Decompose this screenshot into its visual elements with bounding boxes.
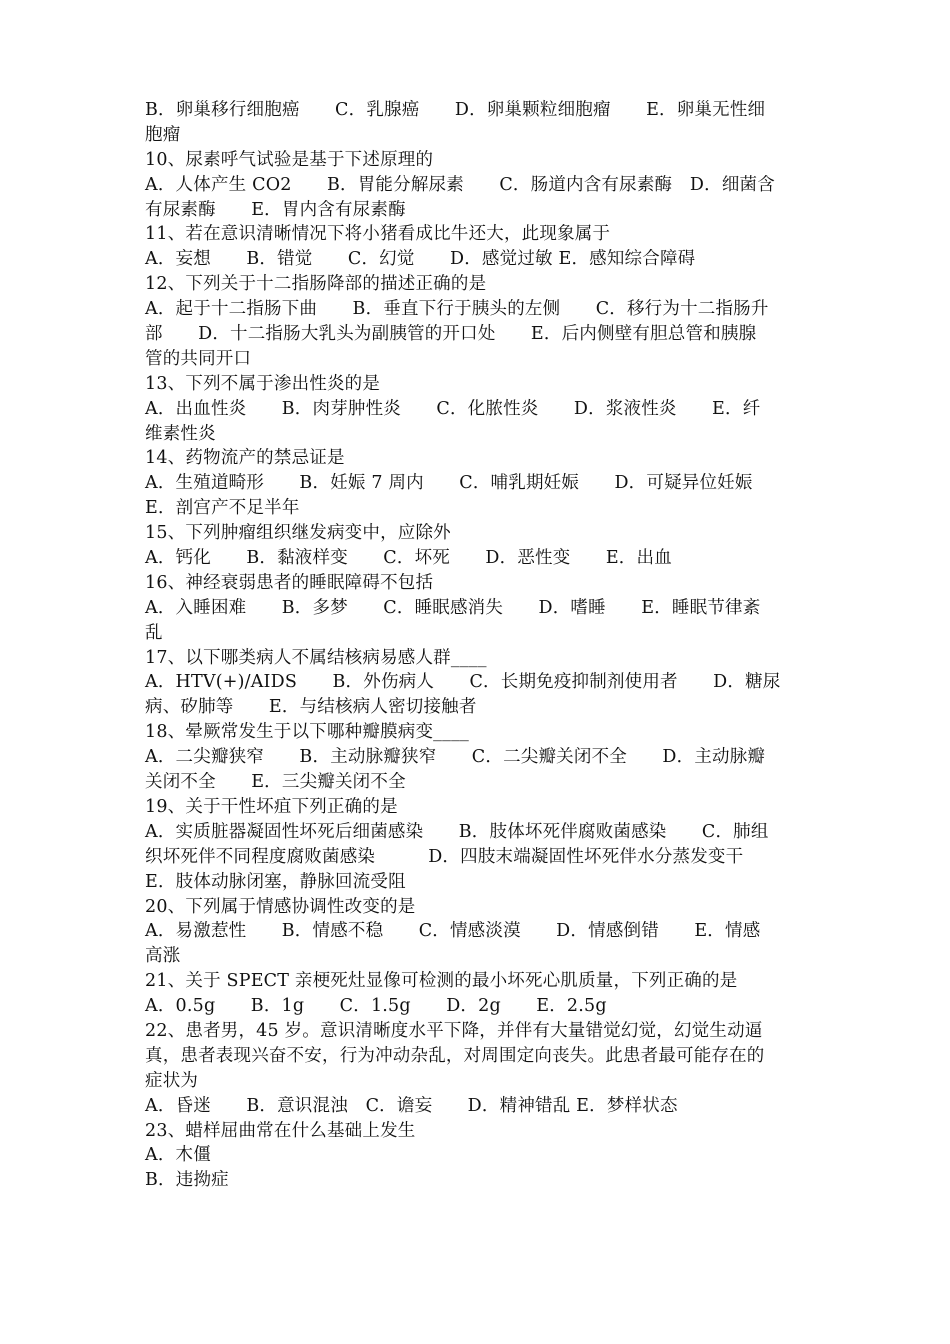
text-line: 管的共同开口 bbox=[145, 348, 252, 369]
text-line: B．卵巢移行细胞癌 C．乳腺癌 D．卵巢颗粒细胞瘤 E．卵巢无性细 bbox=[145, 100, 766, 120]
text-line: E．肢体动脉闭塞，静脉回流受阻 bbox=[145, 871, 406, 892]
text-line: 部 D．十二指肠大乳头为副胰管的开口处 E．后内侧壁有胆总管和胰腺 bbox=[145, 324, 757, 345]
text-line: 织坏死伴不同程度腐败菌感染 D．四肢末端凝固性坏死伴水分蒸发变干 bbox=[145, 846, 744, 867]
text-line: A．妄想 B．错觉 C．幻觉 D．感觉过敏 E．感知综合障碍 bbox=[145, 249, 696, 270]
text-line: 23、蜡样屈曲常在什么基础上发生 bbox=[145, 1120, 416, 1141]
text-line: 18、晕厥常发生于以下哪种瓣膜病变____ bbox=[145, 722, 469, 743]
text-line: A．起于十二指肠下曲 B．垂直下行于胰头的左侧 C．移行为十二指肠升 bbox=[145, 299, 769, 320]
text-line: 22、患者男，45 岁。意识清晰度水平下降，并伴有大量错觉幻觉，幻觉生动逼 bbox=[145, 1020, 763, 1041]
document-text bbox=[145, 98, 810, 1193]
text-line: 真，患者表现兴奋不安，行为冲动杂乱，对周围定向丧失。此患者最可能存在的 bbox=[145, 1045, 765, 1066]
text-line: 关闭不全 E．三尖瓣关闭不全 bbox=[145, 772, 406, 793]
text-line: A．生殖道畸形 B．妊娠 7 周内 C．哺乳期妊娠 D．可疑异位妊娠 bbox=[145, 473, 753, 494]
text-line: 19、关于干性坏疽下列正确的是 bbox=[145, 796, 398, 817]
text-line: A．HTV(+)/AIDS B．外伤病人 C．长期免疫抑制剂使用者 D．糖尿 bbox=[145, 672, 781, 693]
text-line: 有尿素酶 E．胃内含有尿素酶 bbox=[145, 199, 406, 220]
text-line: 症状为 bbox=[145, 1070, 199, 1091]
text-line: 维素性炎 bbox=[145, 423, 216, 444]
text-line: 病、矽肺等 E．与结核病人密切接触者 bbox=[145, 697, 477, 718]
text-line: 13、下列不属于渗出性炎的是 bbox=[145, 373, 381, 394]
text-line: A．人体产生 CO2 B．胃能分解尿素 C．肠道内含有尿素酶 D．细菌含 bbox=[145, 174, 775, 195]
text-line: 10、尿素呼气试验是基于下述原理的 bbox=[145, 149, 434, 170]
text-line: A．昏迷 B．意识混浊 C．谵妄 D．精神错乱 E．梦样状态 bbox=[145, 1095, 678, 1116]
text-line: 21、关于 SPECT 亲梗死灶显像可检测的最小坏死心肌质量，下列正确的是 bbox=[145, 971, 738, 992]
text-line: 乱 bbox=[145, 622, 163, 643]
text-line: A．实质脏器凝固性坏死后细菌感染 B．肢体坏死伴腐败菌感染 C．肺组 bbox=[145, 821, 769, 842]
text-line: A．入睡困难 B．多梦 C．睡眠感消失 D．嗜睡 E．睡眠节律紊 bbox=[145, 597, 761, 618]
text-line: 16、神经衰弱患者的睡眠障碍不包括 bbox=[145, 572, 434, 593]
text-line: B．违拗症 bbox=[145, 1170, 229, 1191]
text-line: 14、药物流产的禁忌证是 bbox=[145, 448, 345, 469]
text-line: A．木僵 bbox=[145, 1145, 211, 1166]
text-line: 胞瘤 bbox=[145, 124, 181, 145]
text-line: 11、若在意识清晰情况下将小猪看成比牛还大，此现象属于 bbox=[145, 224, 611, 245]
text-line: A．出血性炎 B．肉芽肿性炎 C．化脓性炎 D．浆液性炎 E．纤 bbox=[145, 398, 761, 419]
text-line: E．剖宫产不足半年 bbox=[145, 498, 300, 519]
text-line: 12、下列关于十二指肠降部的描述正确的是 bbox=[145, 274, 487, 295]
text-line: A．易激惹性 B．情感不稳 C．情感淡漠 D．情感倒错 E．情感 bbox=[145, 921, 761, 942]
text-line: 17、以下哪类病人不属结核病易感人群____ bbox=[145, 647, 487, 668]
text-line: 20、下列属于情感协调性改变的是 bbox=[145, 896, 416, 917]
text-line: A．二尖瓣狭窄 B．主动脉瓣狭窄 C．二尖瓣关闭不全 D．主动脉瓣 bbox=[145, 747, 766, 768]
text-line: 高涨 bbox=[145, 946, 181, 967]
text-line: 15、下列肿瘤组织继发病变中，应除外 bbox=[145, 523, 451, 544]
text-line: A．0.5g B．1g C．1.5g D．2g E．2.5g bbox=[145, 996, 607, 1017]
text-line: A．钙化 B．黏液样变 C．坏死 D．恶性变 E．出血 bbox=[145, 548, 672, 569]
